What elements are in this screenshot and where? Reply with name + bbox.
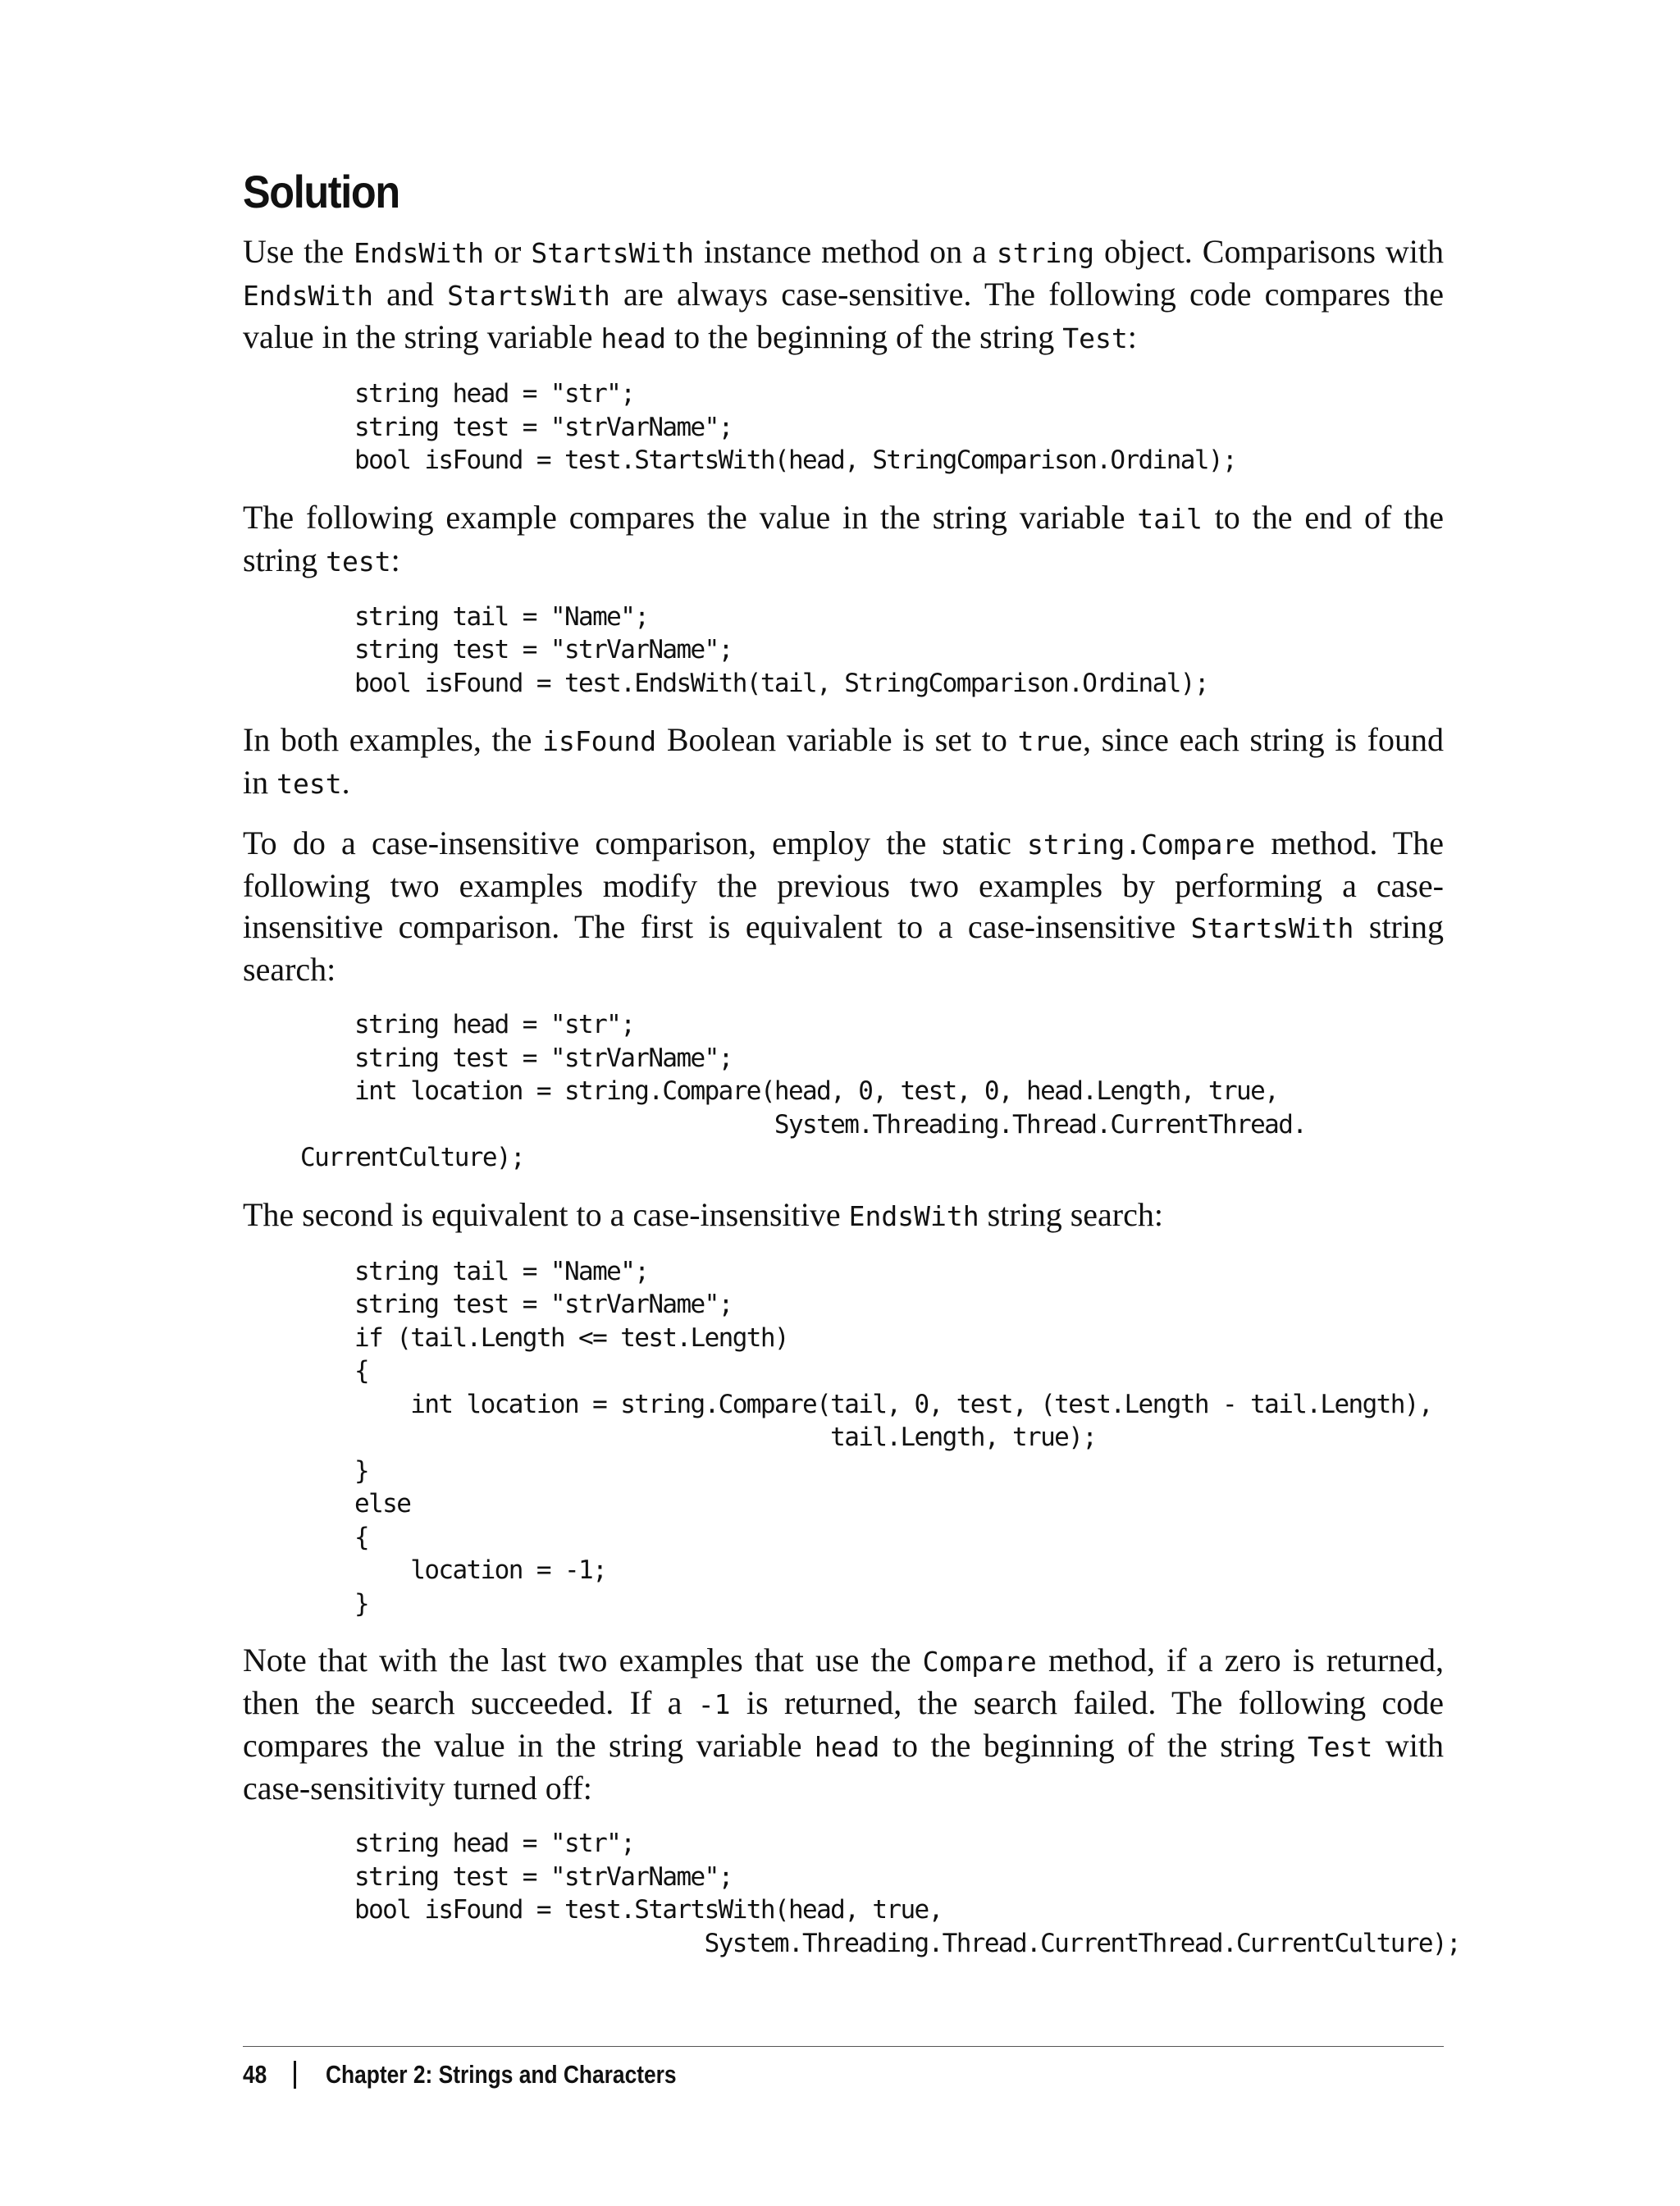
page-content bbox=[243, 164, 1461, 1980]
code-line: string head = "str"; bbox=[354, 379, 635, 409]
code-line: string tail = "Name"; bbox=[354, 1256, 649, 1286]
code-line: string test = "strVarName"; bbox=[354, 1290, 733, 1319]
inline-code: -1 bbox=[697, 1688, 731, 1720]
code-line: string test = "strVarName"; bbox=[354, 1043, 733, 1073]
inline-code: Compare bbox=[922, 1646, 1037, 1678]
text: is returned, the search failed. The following code compares the value in the string variable bbox=[243, 1684, 1444, 1764]
paragraph-4 bbox=[243, 823, 1444, 990]
code-block-5 bbox=[243, 1827, 1461, 1960]
inline-code: tail bbox=[1137, 502, 1203, 535]
text: with case-sensitivity turned off: bbox=[243, 1727, 1445, 1806]
page-footer bbox=[243, 2046, 1444, 2090]
paragraph-6 bbox=[243, 1640, 1444, 1809]
inline-code: head bbox=[600, 322, 667, 354]
text: Note that with the last two examples that use the bbox=[243, 1642, 923, 1678]
text: Boolean variable is set to bbox=[656, 721, 1018, 758]
inline-code: StartsWith bbox=[531, 237, 695, 269]
code-line: System.Threading.Thread.CurrentThread.CurrentCulture); bbox=[354, 1928, 1461, 1958]
code-block-1 bbox=[243, 377, 1444, 477]
inline-code: true bbox=[1017, 725, 1084, 757]
code-line: else bbox=[354, 1489, 411, 1519]
text: to the end of the string bbox=[243, 498, 1445, 578]
inline-code: test bbox=[276, 768, 342, 800]
code-line: bool isFound = test.StartsWith(head, true, bbox=[354, 1895, 943, 1925]
text: In both examples, the bbox=[243, 721, 543, 758]
code-line: string head = "str"; bbox=[354, 1829, 635, 1858]
paragraph-5 bbox=[243, 1194, 1444, 1237]
text: method, if a zero is returned, then the search succeeded. If a bbox=[243, 1642, 1444, 1721]
inline-code: test bbox=[326, 545, 391, 578]
text: or bbox=[484, 233, 532, 270]
code-line: int location = string.Compare(tail, 0, test, (test.Length - tail.Length), bbox=[354, 1389, 1432, 1419]
code-line: { bbox=[354, 1356, 369, 1386]
code-line: string head = "str"; bbox=[354, 1010, 635, 1039]
text: are always case-sensitive. The following code compares the value in the string variable bbox=[243, 276, 1444, 355]
inline-code: Test bbox=[1062, 322, 1128, 354]
code-line: bool isFound = test.EndsWith(tail, StringComparison.Ordinal); bbox=[354, 668, 1208, 698]
text: instance method on a bbox=[694, 233, 997, 270]
inline-code: StartsWith bbox=[1190, 912, 1354, 944]
text: string search: bbox=[243, 908, 1444, 988]
chapter-title: Chapter 2: Strings and Characters bbox=[325, 2060, 677, 2089]
code-line: tail.Length, true); bbox=[354, 1423, 1097, 1452]
text: object. Comparisons with bbox=[1094, 233, 1445, 270]
footer-divider bbox=[294, 2061, 296, 2089]
inline-code: EndsWith bbox=[354, 237, 485, 269]
paragraph-2 bbox=[243, 497, 1444, 582]
inline-code: string bbox=[996, 237, 1095, 269]
text: . bbox=[341, 764, 350, 801]
text: To do a case-insensitive comparison, employ the static bbox=[243, 824, 1028, 861]
code-line: int location = string.Compare(head, 0, test, 0, head.Length, true, bbox=[354, 1076, 1279, 1106]
text: The second is equivalent to a case-insensitive bbox=[243, 1195, 849, 1233]
code-line: if (tail.Length <= test.Length) bbox=[354, 1322, 788, 1353]
text: to the beginning of the string bbox=[666, 318, 1063, 355]
text: and bbox=[372, 276, 448, 313]
code-block-4 bbox=[243, 1255, 1444, 1621]
code-line: bool isFound = test.StartsWith(head, StringComparison.Ordinal); bbox=[354, 445, 1237, 475]
text: : bbox=[1127, 318, 1137, 355]
text: : bbox=[390, 541, 400, 578]
text: to the beginning of the string bbox=[879, 1727, 1308, 1764]
code-line: string test = "strVarName"; bbox=[354, 1861, 733, 1892]
code-line: System.Threading.Thread.CurrentThread. bbox=[354, 1109, 1307, 1140]
page-number: 48 bbox=[243, 2060, 267, 2089]
code-line: CurrentCulture); bbox=[300, 1143, 525, 1172]
text: Use the bbox=[243, 233, 354, 270]
code-block-3 bbox=[243, 1008, 1444, 1175]
text: The following example compares the value in the string variable bbox=[243, 498, 1138, 536]
inline-code: EndsWith bbox=[848, 1199, 979, 1232]
code-block-2 bbox=[243, 601, 1444, 701]
paragraph-3 bbox=[243, 719, 1444, 805]
inline-code: string.Compare bbox=[1027, 829, 1256, 861]
inline-code: Test bbox=[1307, 1731, 1373, 1763]
inline-code: StartsWith bbox=[447, 280, 610, 312]
inline-code: EndsWith bbox=[243, 280, 373, 312]
paragraph-1 bbox=[243, 231, 1444, 359]
code-line: location = -1; bbox=[354, 1555, 607, 1585]
code-line: } bbox=[354, 1455, 369, 1486]
code-line: { bbox=[354, 1522, 369, 1552]
text: string search: bbox=[979, 1195, 1163, 1233]
text: method. The following two examples modify the previous two examples by performing a case-insensitive comparison. The first is equivalent to a case-insensitive bbox=[243, 824, 1444, 945]
code-line: string test = "strVarName"; bbox=[354, 635, 733, 665]
inline-code: isFound bbox=[542, 725, 657, 757]
code-line: string tail = "Name"; bbox=[354, 601, 649, 632]
code-line: string test = "strVarName"; bbox=[354, 412, 733, 442]
inline-code: head bbox=[814, 1731, 880, 1763]
section-title: Solution bbox=[243, 166, 399, 217]
text: , since each string is found in bbox=[243, 721, 1445, 801]
code-line: } bbox=[354, 1588, 369, 1619]
